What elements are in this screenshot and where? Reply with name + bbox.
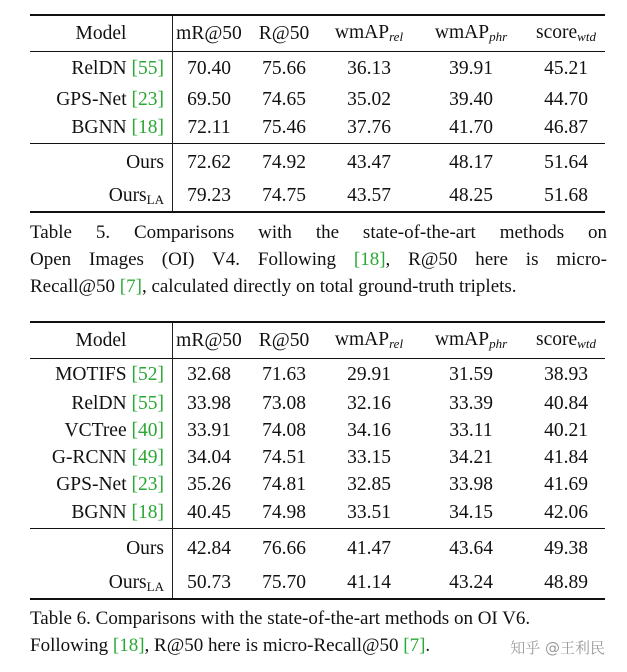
caption-line: Recall@50 [7], calculated directly on total ground-truth triplets. — [30, 276, 517, 297]
cell: 43.64 — [415, 529, 527, 569]
cell: 49.38 — [527, 529, 605, 569]
cell: 74.75 — [245, 182, 323, 212]
table-row — [30, 114, 605, 144]
caption-line: Table 5. Comparisons with the state-of-the-art methods on — [30, 222, 607, 243]
cell: 32.68 — [173, 359, 246, 391]
row-model: GPS-Net [23] — [30, 86, 173, 114]
watermark: 知乎 @王利民 — [510, 639, 605, 657]
header-score-wtd: score$_{wtd}$ — [536, 329, 596, 351]
cell: 75.66 — [245, 52, 323, 86]
cell: 34.21 — [449, 447, 493, 468]
row-model: Ours — [30, 144, 173, 182]
table-row — [30, 86, 605, 114]
cell: 40.84 — [544, 393, 588, 414]
cell: 75.70 — [245, 569, 323, 599]
cell: 33.98 — [187, 393, 231, 414]
table-header-row — [30, 322, 605, 359]
cell: 34.15 — [449, 502, 493, 524]
table-6 — [30, 321, 605, 600]
table-row — [30, 418, 605, 445]
cell: 79.23 — [173, 182, 246, 212]
header-wmap-phr: wmAP$_{phr}$ — [434, 329, 508, 351]
cell: 32.85 — [347, 474, 391, 495]
row-model: RelDN [55] — [30, 391, 173, 418]
cell: 33.11 — [449, 420, 493, 441]
caption-line: Following [18], R@50 here is micro-Recall@50 [7]. — [30, 635, 431, 656]
row-model: G-RCNN [49] — [30, 445, 173, 472]
cell: 41.47 — [323, 529, 415, 569]
row-model: BGNN [18] — [30, 499, 173, 529]
cell: 75.46 — [262, 117, 306, 139]
cell: 50.73 — [173, 569, 246, 599]
cell: 74.81 — [262, 474, 306, 495]
row-model: Ours$_{LA}$ — [30, 182, 173, 212]
cell: 48.89 — [527, 569, 605, 599]
table-row — [30, 391, 605, 418]
table-header-row — [30, 15, 605, 52]
table-row — [30, 182, 605, 212]
cell: 33.98 — [449, 474, 493, 495]
cell: 74.08 — [262, 420, 306, 441]
row-model: MOTIFS [52] — [30, 359, 173, 391]
cell: 35.26 — [187, 474, 231, 495]
cell: 51.64 — [527, 144, 605, 182]
cell: 72.11 — [187, 117, 231, 139]
cell: 32.16 — [347, 393, 391, 414]
cell: 74.65 — [262, 88, 306, 110]
header-wmap-phr: wmAP$_{phr}$ — [434, 22, 508, 44]
header-mr50: mR@50 — [176, 329, 242, 351]
table-5 — [30, 14, 605, 213]
row-model: VCTree [40] — [30, 418, 173, 445]
table-row — [30, 472, 605, 499]
table-row — [30, 144, 605, 182]
cell: 70.40 — [173, 52, 246, 86]
header-model: Model — [30, 15, 173, 52]
cell: 48.25 — [415, 182, 527, 212]
cell: 43.24 — [415, 569, 527, 599]
cell: 43.57 — [323, 182, 415, 212]
table-row — [30, 445, 605, 472]
cell: 42.06 — [544, 502, 588, 524]
row-model: Ours — [30, 529, 173, 569]
cell: 40.21 — [544, 420, 588, 441]
cell: 74.51 — [262, 447, 306, 468]
cell: 29.91 — [323, 359, 415, 391]
cell: 73.08 — [262, 393, 306, 414]
cell: 74.92 — [245, 144, 323, 182]
cell: 35.02 — [347, 88, 391, 110]
cell: 72.62 — [173, 144, 246, 182]
cell: 69.50 — [187, 88, 231, 110]
table-5-caption — [30, 219, 607, 300]
cell: 40.45 — [187, 502, 231, 524]
header-score-wtd: score$_{wtd}$ — [536, 22, 596, 44]
table-row — [30, 52, 605, 86]
cell: 41.70 — [449, 117, 493, 139]
row-model: BGNN [18] — [30, 114, 173, 144]
header-r50: R@50 — [258, 22, 310, 44]
row-model: Ours$_{LA}$ — [30, 569, 173, 599]
row-model: RelDN [55] — [30, 52, 173, 86]
cell: 34.16 — [347, 420, 391, 441]
cell: 48.17 — [415, 144, 527, 182]
cell: 33.39 — [449, 393, 493, 414]
cell: 33.51 — [347, 502, 391, 524]
row-model: GPS-Net [23] — [30, 472, 173, 499]
cell: 31.59 — [415, 359, 527, 391]
cell: 41.14 — [323, 569, 415, 599]
header-wmap-rel: wmAP$_{rel}$ — [334, 22, 404, 44]
cell: 37.76 — [347, 117, 391, 139]
caption-line: Table 6. Comparisons with the state-of-the-art methods on OI V6. — [30, 608, 531, 629]
cell: 33.91 — [187, 420, 231, 441]
cell: 38.93 — [527, 359, 605, 391]
cell: 42.84 — [173, 529, 246, 569]
cell: 39.91 — [415, 52, 527, 86]
header-mr50: mR@50 — [176, 22, 242, 44]
cell: 74.98 — [262, 502, 306, 524]
cell: 46.87 — [544, 117, 588, 139]
cell: 41.69 — [544, 474, 588, 495]
cell: 71.63 — [245, 359, 323, 391]
cell: 44.70 — [544, 88, 588, 110]
cell: 34.04 — [187, 447, 231, 468]
cell: 76.66 — [245, 529, 323, 569]
cell: 36.13 — [323, 52, 415, 86]
table-row — [30, 499, 605, 529]
caption-line: Open Images (OI) V4. Following [18], R@50 here is micro- — [30, 249, 607, 270]
cell: 43.47 — [323, 144, 415, 182]
header-model: Model — [30, 322, 173, 359]
cell: 39.40 — [449, 88, 493, 110]
table-row — [30, 529, 605, 569]
header-r50: R@50 — [258, 329, 310, 351]
cell: 41.84 — [544, 447, 588, 468]
header-wmap-rel: wmAP$_{rel}$ — [334, 329, 404, 351]
cell: 51.68 — [527, 182, 605, 212]
cell: 33.15 — [347, 447, 391, 468]
table-row — [30, 569, 605, 599]
table-row — [30, 359, 605, 391]
cell: 45.21 — [527, 52, 605, 86]
